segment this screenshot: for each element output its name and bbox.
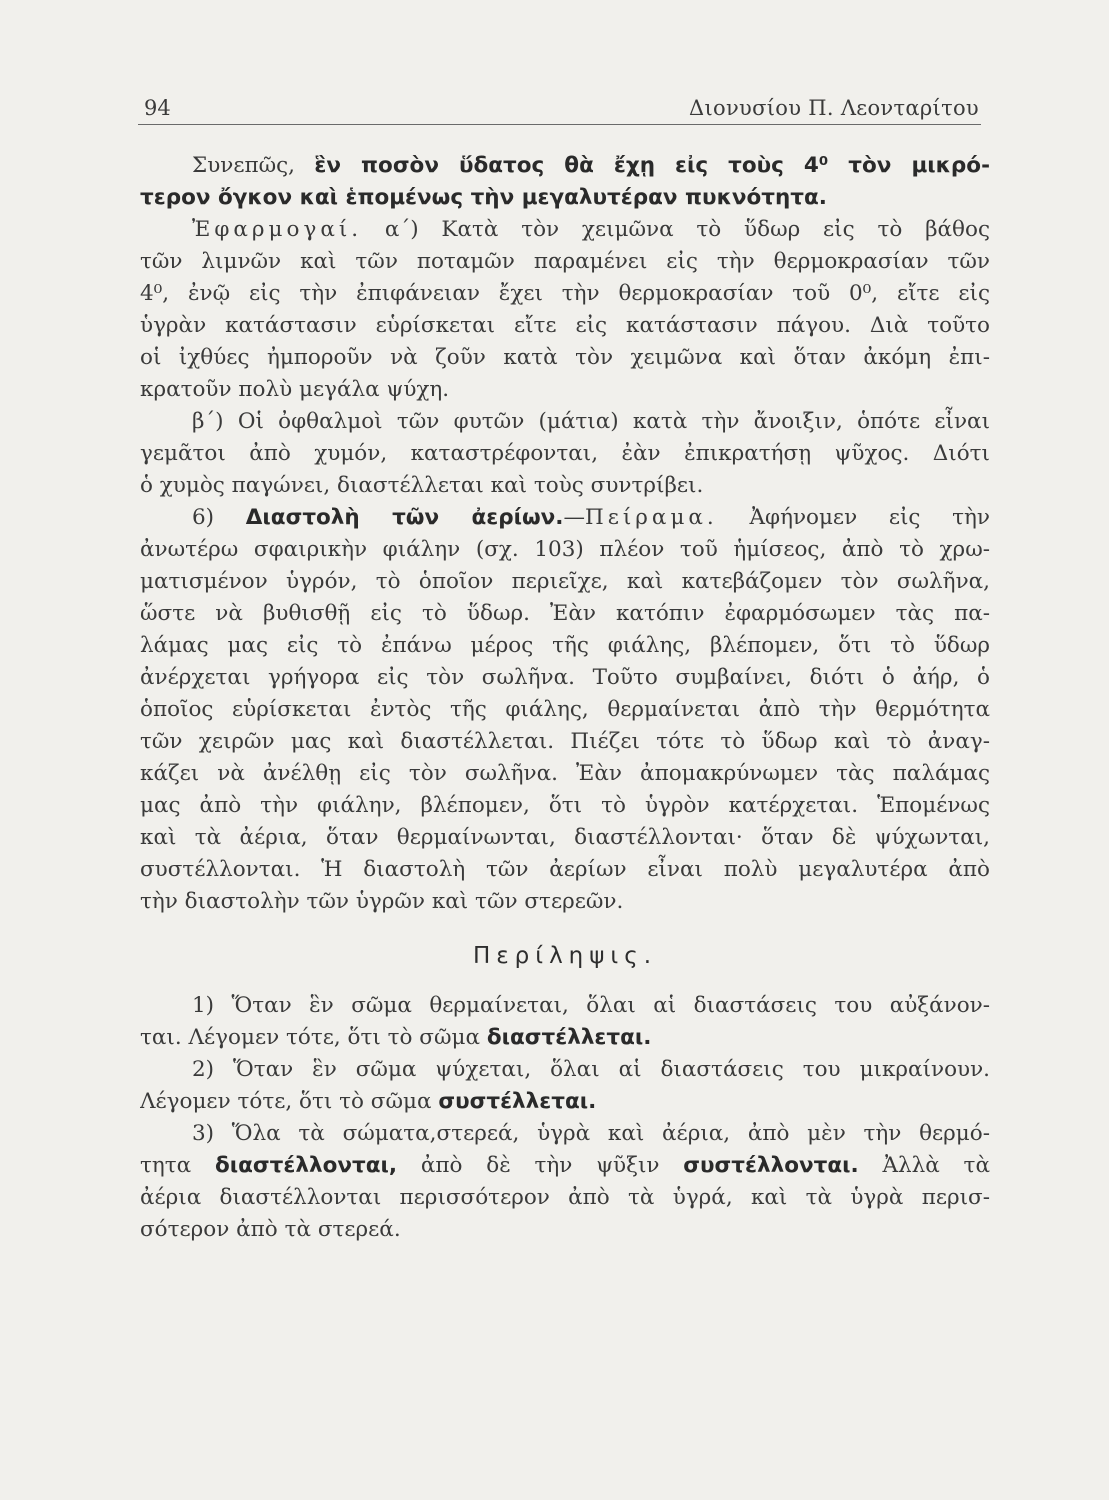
running-head: Διονυσίου Π. Λεονταρίτου — [689, 96, 979, 120]
text-line: 1) Ὅταν ἓν σῶμα θερμαίνεται, ὅλαι αἱ διαστάσεις του αὐξάνον- — [192, 993, 990, 1018]
text-line: ται. Λέγομεν τότε, ὅτι τὸ σῶμα διαστέλλεται. — [140, 1025, 652, 1050]
summary-heading: Περίληψις. — [472, 943, 658, 969]
text-line: σότερον ἀπὸ τὰ στερεά. — [140, 1217, 401, 1242]
experiment-label: Πείραμα. — [584, 505, 718, 530]
text-line: συστέλλονται. Ἡ διαστολὴ τῶν ἀερίων εἶναι πολὺ μεγαλυτέρα ἀπὸ — [140, 857, 990, 882]
text-line: γεμᾶτοι ἀπὸ χυμόν, καταστρέφονται, ἐὰν ἐπικρατήσῃ ψῦχος. Διότι — [140, 441, 990, 466]
text-line: τῶν λιμνῶν καὶ τῶν ποταμῶν παραμένει εἰς τὴν θερμοκρασίαν τῶν — [140, 249, 990, 274]
bold-term: διαστέλλεται. — [486, 1025, 652, 1050]
text-line: τῶν χειρῶν μας καὶ διαστέλλεται. Πιέζει τότε τὸ ὕδωρ καὶ τὸ ἀναγ- — [140, 729, 990, 754]
text-line: ὁποῖος εὑρίσκεται ἐντὸς τῆς φιάλης, θερμαίνεται ἀπὸ τὴν θερμότητα — [140, 697, 990, 722]
bold-term: διαστέλλονται, — [215, 1153, 398, 1178]
text-line: ὑγρὰν κατάστασιν εὑρίσκεται εἴτε εἰς κατάστασιν πάγου. Διὰ τοῦτο — [140, 313, 990, 338]
text-line — [140, 182, 990, 214]
text-line: τητα διαστέλλονται, ἀπὸ δὲ τὴν ψῦξιν συστέλλονται. Ἀλλὰ τὰ — [140, 1153, 990, 1178]
text-line: Λέγομεν τότε, ὅτι τὸ σῶμα συστέλλεται. — [140, 1089, 597, 1114]
bold-phrase: τερον ὄγκον καὶ ἑπομένως τὴν μεγαλυτέραν πυκνότητα. — [140, 185, 827, 210]
text-line: τὴν διαστολὴν τῶν ὑγρῶν καὶ τῶν στερεῶν. — [140, 889, 624, 914]
bold-term: συστέλλονται. — [683, 1153, 859, 1178]
text-line: καὶ τὰ ἀέρια, ὅταν θερμαίνωνται, διαστέλλονται· ὅταν δὲ ψύχωνται, — [140, 825, 990, 850]
text-line: ματισμένον ὑγρόν, τὸ ὁποῖον περιεῖχε, καὶ κατεβάζομεν τὸν σωλῆνα, — [140, 569, 990, 594]
text-line: οἱ ἰχθύες ἠμποροῦν νὰ ζοῦν κατὰ τὸν χειμῶνα καὶ ὅταν ἀκόμη ἐπι- — [140, 345, 990, 370]
text-line: μας ἀπὸ τὴν φιάλην, βλέπομεν, ὅτι τὸ ὑγρὸν κατέρχεται. Ἑπομένως — [140, 793, 990, 818]
page-number: 94 — [144, 96, 171, 120]
applications-label: Ἐφαρμογαί. — [192, 217, 363, 242]
text-line: ἀνέρχεται γρήγορα εἰς τὸν σωλῆνα. Τοῦτο συμβαίνει, διότι ὁ ἀήρ, ὁ — [140, 665, 990, 690]
text-line: ὁ χυμὸς παγώνει, διαστέλλεται καὶ τοὺς συντρίβει. — [140, 473, 704, 498]
text-line: Συνεπῶς, ἓν ποσὸν ὕδατος θὰ ἔχῃ εἰς τοὺς 4⁰ τὸν μικρό- — [192, 153, 990, 178]
page-body — [140, 150, 990, 1246]
text-line: ὥστε νὰ βυθισθῇ εἰς τὸ ὕδωρ. Ἐὰν κατόπιν ἐφαρμόσωμεν τὰς πα- — [140, 601, 990, 626]
text-line: Ἐφαρμογαί. α΄) Κατὰ τὸν χειμῶνα τὸ ὕδωρ εἰς τὸ βάθος — [192, 217, 990, 242]
text-line: ἀέρια διαστέλλονται περισσότερον ἀπὸ τὰ ὑγρά, καὶ τὰ ὑγρὰ περισ- — [140, 1185, 990, 1210]
section-title: Διαστολὴ τῶν ἀερίων. — [245, 505, 564, 530]
bold-phrase: ἓν ποσὸν ὕδατος θὰ ἔχῃ εἰς τοὺς 4⁰ τὸν μικρό- — [314, 153, 990, 178]
page-header — [138, 88, 981, 125]
section-heading-line: 6) Διαστολὴ τῶν ἀερίων.—Πείραμα. Ἀφήνομεν εἰς τὴν — [192, 505, 990, 530]
text-line: κρατοῦν πολὺ μεγάλα ψύχη. — [140, 377, 450, 402]
text-line: 3) Ὅλα τὰ σώματα,στερεά, ὑγρὰ καὶ ἀέρια, ἀπὸ μὲν τὴν θερμό- — [192, 1121, 990, 1146]
text-line: 2) Ὅταν ἓν σῶμα ψύχεται, ὅλαι αἱ διαστάσεις του μικραίνουν. — [192, 1057, 990, 1082]
text-line: β΄) Οἱ ὀφθαλμοὶ τῶν φυτῶν (μάτια) κατὰ τὴν ἄνοιξιν, ὁπότε εἶναι — [192, 409, 990, 434]
text-line: ἀνωτέρω σφαιρικὴν φιάλην (σχ. 103) πλέον τοῦ ἡμίσεος, ἀπὸ τὸ χρω- — [140, 537, 990, 562]
text-line: 4⁰, ἐνῷ εἰς τὴν ἐπιφάνειαν ἔχει τὴν θερμοκρασίαν τοῦ 0⁰, εἴτε εἰς — [140, 281, 990, 306]
bold-term: συστέλλεται. — [438, 1089, 597, 1114]
text-line: κάζει νὰ ἀνέλθῃ εἰς τὸν σωλῆνα. Ἐὰν ἀπομακρύνωμεν τὰς παλάμας — [140, 761, 990, 786]
text-line: λάμας μας εἰς τὸ ἐπάνω μέρος τῆς φιάλης, βλέπομεν, ὅτι τὸ ὕδωρ — [140, 633, 990, 658]
